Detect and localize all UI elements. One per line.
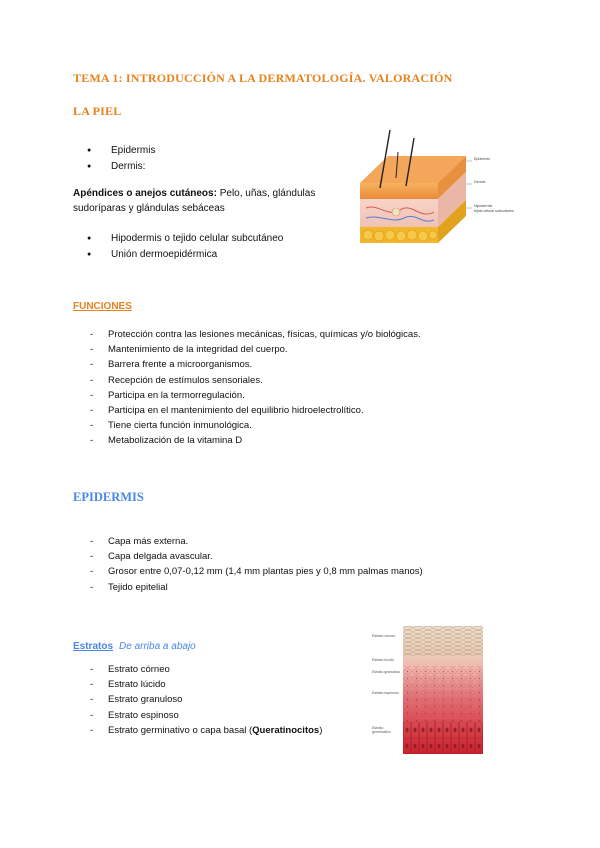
list-item: - Capa delgada avascular. [73, 549, 533, 564]
list-item: - Metabolización de la vitamina D [73, 433, 513, 448]
list-item: - Estrato espinoso [73, 708, 373, 723]
estratos-last-text: Estrato germinativo o capa basal ( [108, 724, 253, 736]
apendices-label: Apéndices o anejos cutáneos: [73, 188, 217, 199]
apendices-paragraph [73, 186, 343, 216]
list-item: ● Hipodermis o tejido celular subcutáneo [73, 231, 343, 247]
list-item: - Mantenimiento de la integridad del cuerpo. [73, 342, 513, 357]
list-item: - Capa más externa. [73, 534, 533, 549]
skin-diagram-image [358, 128, 523, 248]
list-item: - Participa en el mantenimiento del equilibrio hidroelectrolítico. [73, 403, 513, 418]
strata-label-espinoso: Estrato espinoso [372, 691, 399, 695]
estratos-subheading: De arriba a abajo [119, 641, 196, 652]
queratinocitos-label: Queratinocitos [252, 724, 320, 736]
list-item: - Estrato granuloso [73, 692, 373, 707]
funciones-list [73, 327, 513, 449]
estratos-heading: Estratos [73, 641, 114, 652]
estratos-list [73, 662, 373, 738]
list-item: - Grosor entre 0,07-0,12 mm (1,4 mm plantas pies y 0,8 mm palmas manos) [73, 564, 533, 579]
diagram-label-dermis: Dermis [474, 180, 486, 184]
list-item: - Tiene cierta función inmunológica. [73, 418, 513, 433]
list-item [73, 723, 373, 738]
list-item: - Estrato lúcido [73, 677, 373, 692]
strata-label-corneo: Estrato córneo [372, 634, 396, 638]
funciones-heading: FUNCIONES [73, 301, 132, 312]
piel-list-1 [73, 143, 333, 174]
diagram-label-tejido: tejido celular subcutáneo [474, 209, 514, 213]
strata-label-germinativo: Estrato germinativo [372, 726, 391, 735]
epidermis-heading: EPIDERMIS [73, 490, 144, 504]
list-item: - Participa en la termorregulación. [73, 388, 513, 403]
section-heading-piel: LA PIEL [73, 104, 122, 118]
piel-list-2 [73, 231, 343, 262]
list-item: - Protección contra las lesiones mecánicas, físicas, químicas y/o biológicas. [73, 327, 513, 342]
apendices-text-2: sudoríparas y glándulas sebáceas [73, 203, 225, 214]
estratos-last-close: ) [319, 724, 323, 736]
list-item: ● Epidermis [73, 143, 333, 159]
list-item: - Estrato córneo [73, 662, 373, 677]
page-title: TEMA 1: INTRODUCCIÓN A LA DERMATOLOGÍA. VALORACIÓN [73, 71, 453, 85]
diagram-label-hipodermis: Hipodermis [474, 204, 493, 208]
estratos-header [73, 636, 196, 654]
strata-label-granuloso: Estrato granuloso [372, 670, 401, 674]
diagram-label-epidermis: Epidermis [474, 157, 490, 161]
list-item: - Barrera frente a microorganismos. [73, 357, 513, 372]
list-item: - Recepción de estímulos sensoriales. [73, 373, 513, 388]
strata-diagram-image [372, 626, 484, 754]
list-item: ● Dermis: [73, 159, 333, 175]
list-item: ● Unión dermoepidérmica [73, 247, 343, 263]
list-item: - Tejido epitelial [73, 580, 533, 595]
strata-label-lucido: Estrato lúcido [372, 658, 394, 662]
apendices-text: Pelo, uñas, glándulas [216, 188, 316, 199]
epidermis-list [73, 534, 533, 595]
